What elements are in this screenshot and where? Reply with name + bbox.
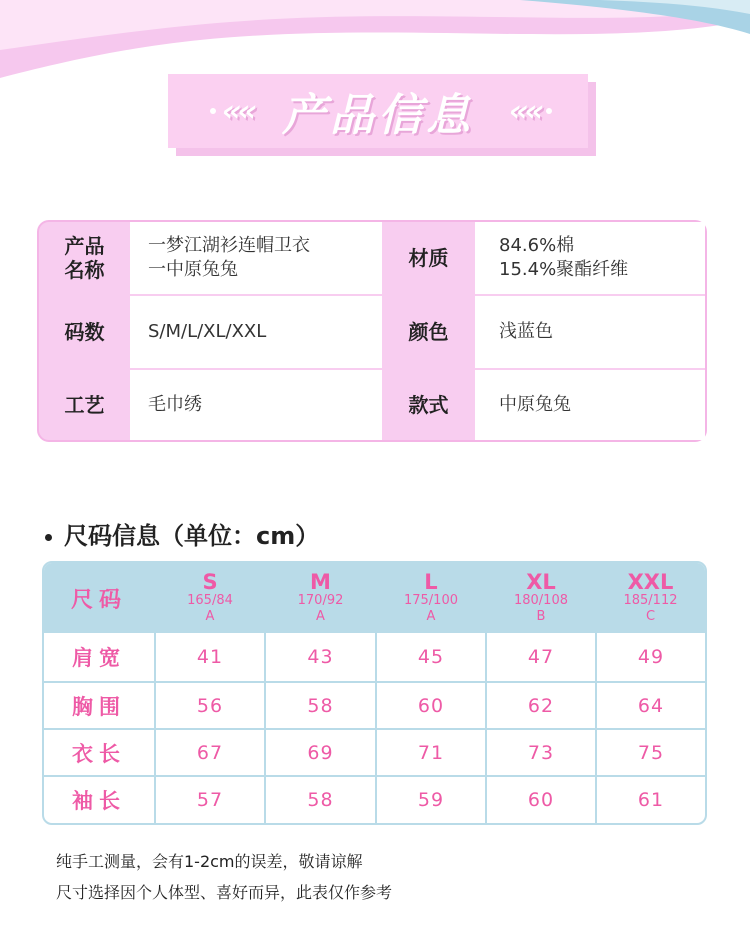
measure-label: 袖长 [72,789,126,813]
info-value: 一梦江湖衫连帽卫衣 一中原兔兔 [130,222,382,294]
measure-value: 64 [637,694,665,717]
measure-label: 胸围 [72,694,126,719]
size-table [42,561,707,825]
info-label: 码数 [64,320,105,344]
size-section-heading: 尺码信息（单位：cm） [45,516,319,551]
title-deco-left: « « [204,74,253,148]
measure-value: 58 [307,789,334,811]
info-value: 浅蓝色 [475,296,705,368]
info-label: 材质 [408,246,449,270]
measure-value: 41 [196,646,224,668]
bullet-icon [45,534,52,541]
page-title: 产品信息 [282,90,474,141]
measure-value: 57 [196,789,224,811]
measure-label: 肩宽 [72,646,126,670]
size-column-header: XXL 185/112 C [623,570,678,624]
title-deco-right: « « [509,74,558,148]
measure-value: 56 [196,694,224,717]
measure-value: 49 [637,646,665,668]
measure-value: 61 [637,789,665,811]
measure-value: 43 [307,646,334,668]
size-column-header: M 170/92 A [297,570,344,624]
product-info-table [37,220,707,442]
size-column-header: XL 180/108 B [513,570,568,624]
measure-value: 75 [637,741,665,764]
measure-value: 62 [527,694,555,717]
measure-value: 58 [307,694,334,717]
info-label: 款式 [408,393,449,417]
info-value: 84.6%棉 15.4%聚酯纤维 [475,222,705,294]
size-corner-label: 尺码 [70,587,127,613]
info-label: 产品 名称 [64,234,105,282]
title-banner [168,74,588,148]
measure-value: 73 [527,741,555,764]
measure-label: 衣长 [72,741,126,766]
info-label: 颜色 [408,320,449,344]
measure-value: 60 [417,694,445,717]
info-row [39,370,705,442]
info-value: 毛巾绣 [130,370,382,440]
info-value: S/M/L/XL/XXL [130,296,382,368]
measure-value: 59 [417,789,445,811]
info-row [39,296,705,368]
note-text: 纯手工测量，会有1-2cm的误差，敬请谅解 [56,852,363,871]
measure-value: 71 [417,741,445,764]
measure-value: 60 [527,789,555,811]
info-value: 中原兔兔 [475,370,705,440]
size-column-header: S 165/84 A [187,570,233,624]
measure-value: 47 [527,646,555,668]
measure-value: 67 [196,741,224,764]
measure-value: 45 [417,646,445,668]
measure-value: 69 [307,741,334,764]
note-text: 尺寸选择因个人体型、喜好而异，此表仅作参考 [56,883,393,902]
info-label: 工艺 [64,393,105,417]
info-row [39,222,705,294]
size-column-header: L 175/100 A [403,570,458,624]
